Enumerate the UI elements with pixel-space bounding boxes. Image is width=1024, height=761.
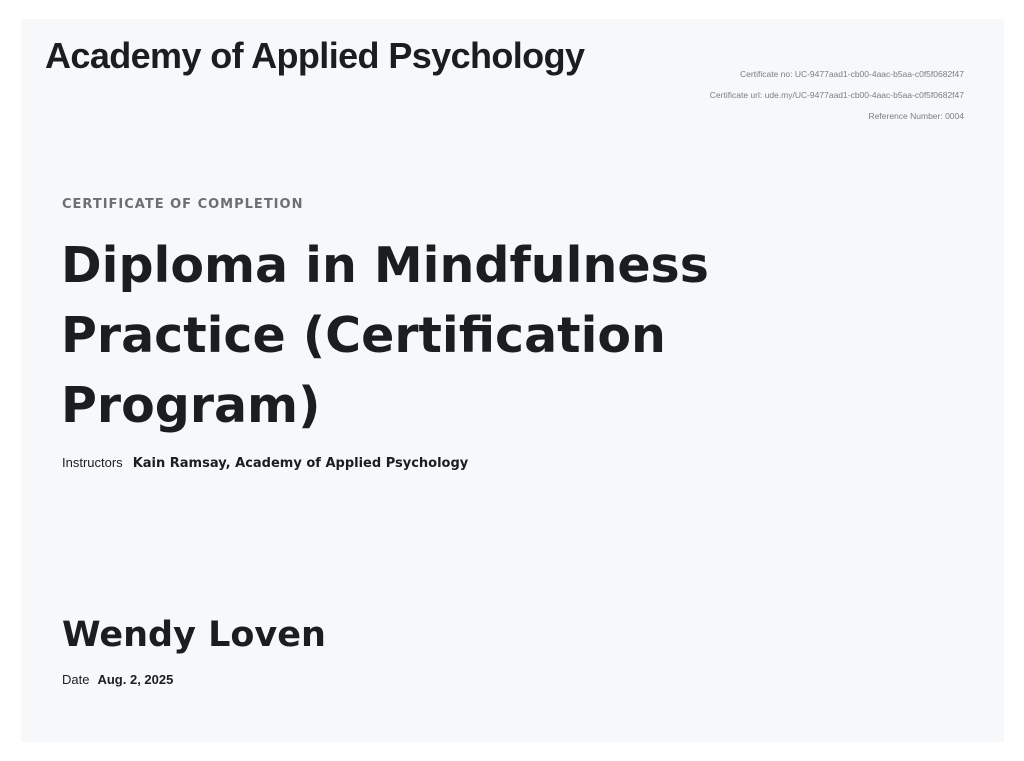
reference-number: Reference Number: 0004: [868, 111, 964, 121]
date-label: Date: [62, 672, 90, 687]
recipient-name: Wendy Loven: [62, 615, 326, 655]
instructors-label: Instructors: [62, 455, 123, 470]
completion-date: Aug. 2, 2025: [97, 672, 174, 687]
certificate-number: Certificate no: UC-9477aad1-cb00-4aac-b5aa-c0f5f0682f47: [740, 69, 964, 79]
instructors-row: [62, 455, 468, 471]
date-row: [62, 672, 173, 687]
organization-name: Academy of Applied Psychology: [45, 35, 585, 76]
certificate-meta: [710, 64, 964, 127]
certificate: [21, 19, 1004, 742]
certificate-url: Certificate url: ude.my/UC-9477aad1-cb00-4aac-b5aa-c0f5f0682f47: [709, 90, 964, 100]
instructors-names: Kain Ramsay, Academy of Applied Psychology: [132, 456, 469, 471]
certificate-kicker: CERTIFICATE OF COMPLETION: [62, 197, 304, 212]
course-title: Diploma in Mindfulness Practice (Certification Program): [61, 237, 709, 434]
